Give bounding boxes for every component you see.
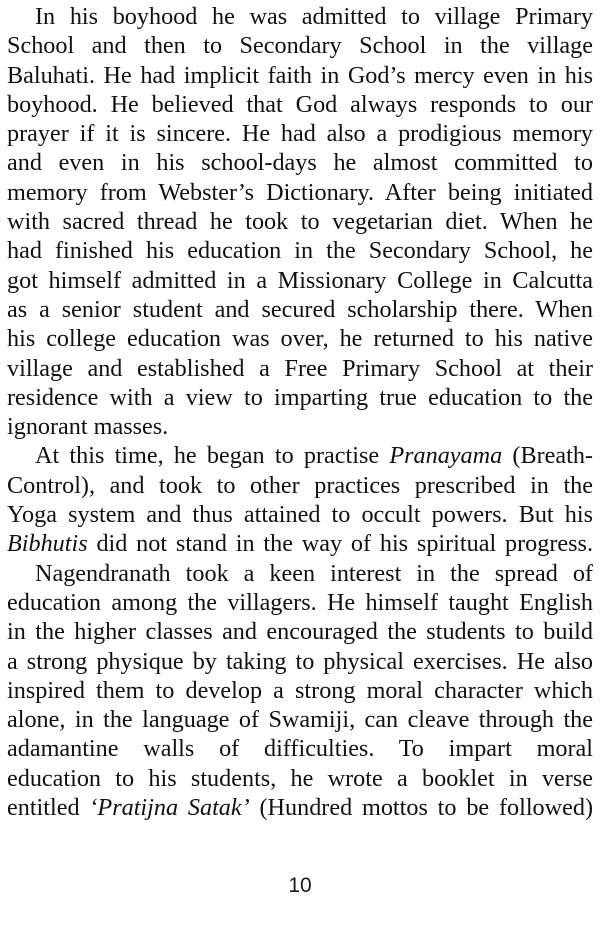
text-line: prayer if it is sincere. He had also a prodigious memory: [7, 120, 593, 148]
text-line: village and established a Free Primary School at their: [7, 354, 593, 382]
text-run: Nagendranath took a keen interest in the spread of: [35, 559, 593, 587]
text-line: [7, 588, 593, 617]
text-line: [7, 559, 593, 588]
text-run: inspired them to develop a strong moral character which: [7, 676, 593, 704]
text-line: School and then to Secondary School in the village: [7, 32, 593, 60]
text-line: [7, 734, 593, 763]
text-run: At this time, he began to practise: [35, 442, 390, 470]
text-run: did not stand in the way of his spiritual progress.: [87, 530, 593, 558]
text-line: [7, 529, 593, 558]
text-line: Baluhati. He had implicit faith in God’s mercy even in his: [7, 61, 593, 89]
italic-term: Bibhutis: [7, 530, 88, 558]
text-line: residence with a view to imparting true education to the: [7, 383, 593, 411]
italic-term: Pranayama: [389, 442, 503, 470]
text-line: [7, 705, 593, 734]
italic-title: ‘Pratijna Satak’: [89, 794, 250, 822]
text-run: education to his students, he wrote a booklet in verse: [7, 764, 593, 792]
text-line: got himself admitted in a Missionary College in Calcutta: [7, 266, 593, 294]
text-line: [7, 764, 593, 793]
text-run: in the higher classes and encouraged the students to build: [7, 618, 593, 646]
text-line: memory from Webster’s Dictionary. After being initiated: [7, 178, 593, 206]
text-line: and even in his school-days he almost committed to: [7, 149, 593, 177]
text-line: boyhood. He believed that God always responds to our: [7, 90, 593, 118]
text-run: alone, in the language of Swamiji, can cleave through the: [7, 706, 593, 734]
paragraph-3: [7, 559, 593, 823]
body-text: [7, 2, 593, 822]
text-line: [7, 471, 593, 500]
text-line: as a senior student and secured scholarship there. When: [7, 295, 593, 323]
text-run: Control), and took to other practices prescribed in the: [7, 471, 593, 499]
text-line: ignorant masses.: [7, 413, 169, 441]
text-line: [7, 647, 593, 676]
paragraph-2: [7, 441, 593, 558]
text-line: [7, 617, 593, 646]
text-line: his college education was over, he returned to his native: [7, 325, 593, 353]
text-run: education among the villagers. He himself taught English: [7, 588, 593, 616]
text-line: In his boyhood he was admitted to village Primary: [35, 3, 593, 30]
text-line: with sacred thread he took to vegetarian diet. When he: [7, 208, 593, 236]
text-line: [7, 500, 593, 529]
text-run: adamantine walls of difficulties. To impart moral: [7, 735, 593, 763]
text-line: [7, 441, 593, 470]
text-run: entitled: [7, 794, 90, 822]
text-line: had finished his education in the Secondary School, he: [7, 237, 593, 265]
text-run: (Hundred mottos to be followed): [249, 794, 593, 822]
book-page: [7, 0, 593, 925]
text-line: [7, 793, 593, 822]
text-line: [7, 676, 593, 705]
text-run: a strong physique by taking to physical exercises. He also: [7, 647, 593, 675]
page-number: 10: [288, 874, 312, 897]
text-run: Yoga system and thus attained to occult powers. But his: [7, 501, 593, 529]
text-run: (Breath-: [502, 442, 593, 470]
paragraph-1: [7, 2, 593, 441]
